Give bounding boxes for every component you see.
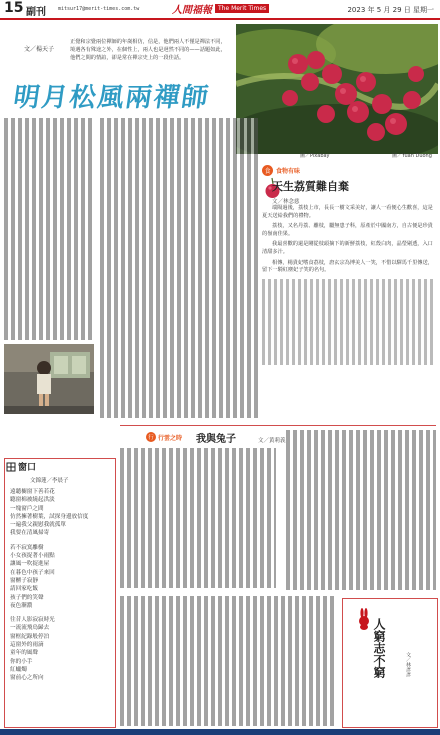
poem-line: 孩子們的笑聲 bbox=[10, 594, 44, 601]
main-body-left-column bbox=[4, 118, 94, 340]
main-author: 文／楊天子 bbox=[24, 46, 55, 53]
window-poem-author: 文錦蓮／李晨子 bbox=[30, 478, 69, 484]
lychee-paragraph: 荔枝，又名丹荔、離枝，屬無患子科，原產於中國南方，自古便是珍貴的嶺南佳果。 bbox=[262, 223, 433, 237]
rabbit-kicker bbox=[146, 432, 182, 442]
section-name: 副刊 bbox=[26, 7, 46, 18]
section-divider bbox=[120, 425, 436, 426]
rabbit-icon bbox=[356, 608, 372, 630]
lychee-photo-credit: 圖／Yuan Duong bbox=[392, 153, 432, 159]
poem-line: 童年的風聲 bbox=[10, 650, 38, 657]
poem-line: 窗前心之所向 bbox=[10, 675, 44, 682]
masthead-logo-cn: 人間福報 bbox=[172, 4, 212, 16]
poem-line: 小女孩捉著小雨點 bbox=[10, 553, 55, 560]
email-address: mitsur17@merit-times.com.tw bbox=[58, 6, 140, 12]
rabbit-kicker-text: 行雲之時 bbox=[158, 434, 183, 442]
poem-line: 若不寂寞離樹 bbox=[10, 544, 44, 551]
main-title bbox=[11, 77, 212, 114]
main-lead bbox=[70, 38, 228, 76]
rabbit-title: 我與兔子 bbox=[196, 434, 236, 445]
poem-line: 請回家吃飯 bbox=[10, 586, 38, 593]
poem-line: 在暮色中孩子來回 bbox=[10, 569, 55, 576]
rabbit-body-right bbox=[286, 430, 436, 590]
poem-line: 紅蠟燭 bbox=[10, 666, 27, 673]
rabbit-author: 文／黃莉義 bbox=[258, 438, 286, 444]
main-body-text bbox=[100, 118, 258, 418]
poem-line: 窗框紀錄般停泊 bbox=[10, 633, 50, 640]
lychee-kicker bbox=[262, 165, 300, 176]
lychee-body-continued bbox=[262, 279, 434, 365]
lychee-paragraph: 端陽過後，荔枝上市，長長一樹文采美好，讓人一看便心生歡喜，這是夏天送給我們的禮物。 bbox=[262, 205, 433, 219]
poem-line: 窗櫃子寂靜 bbox=[10, 577, 38, 584]
rabbit-body-left bbox=[120, 448, 276, 588]
poem-line: 一塊窗戶之間 bbox=[10, 505, 44, 512]
window-poem-lines bbox=[10, 488, 110, 683]
lychee-paragraph: 相傳，楊貴妃嗜食荔枝，唐玄宗為博美人一笑，不惜以驛馬千里傳送，留下一騎紅塵妃子笑的名句。 bbox=[262, 259, 433, 274]
issue-date: 2023 年 5 月 29 日 星期一 bbox=[347, 6, 434, 14]
lychee-author: 文／林念慈 bbox=[272, 199, 300, 205]
poem-line: 我要在清風掃寄 bbox=[10, 530, 50, 537]
page-number: 15 bbox=[4, 0, 24, 16]
footer-bar bbox=[0, 729, 440, 735]
window-photo bbox=[4, 344, 94, 414]
masthead bbox=[172, 1, 269, 15]
poem-line: 你的小手 bbox=[10, 658, 33, 665]
poem-line: 遠聽櫥窗下善若花 bbox=[10, 489, 55, 495]
poem-line: 往昔人影寂寂時光 bbox=[10, 617, 55, 624]
main-title-text: 明月松風兩禪師 bbox=[11, 83, 212, 113]
lychee-photo bbox=[236, 24, 438, 154]
kicker-badge-icon: 行 bbox=[146, 432, 156, 442]
window-poem-title: 窗口 bbox=[18, 463, 37, 473]
poem-line: 這窗外的雨滴 bbox=[10, 642, 44, 649]
main-lead-text: 正覺和宗覺兩位禪師的年歲相仿，信是，他們兩人不僅是禪法不同，境遇各有殊途之外，在個性上，兩人也是迥然不同的——話題如此，他們之間的情誼，卻是常在禪宗史上的一段佳話。 bbox=[70, 39, 226, 61]
lychee-title: 天生荔質難自棄 bbox=[272, 180, 349, 193]
kicker-badge-icon: 食 bbox=[262, 165, 273, 176]
poem-line: 聽窗棉被繞起洪淡 bbox=[10, 497, 55, 504]
lychee-kicker-text: 食物有味 bbox=[276, 168, 301, 175]
poem-line: 夜色漸濃 bbox=[10, 602, 33, 609]
lower-body-text bbox=[120, 596, 334, 726]
poem-line: 一遍我父親慰我就孤單 bbox=[10, 522, 66, 529]
small-article-title: 人窮志不窮 bbox=[372, 618, 386, 678]
poem-line: 讓風一吹捉進屋 bbox=[10, 561, 50, 568]
masthead-logo-en: The Merit Times bbox=[215, 4, 269, 13]
poem-line: 一流流飛鳥歸去 bbox=[10, 625, 50, 632]
lychee-body bbox=[262, 205, 434, 401]
main-photo-credit: 圖／Pixabay bbox=[300, 153, 330, 159]
poem-line: 仿然擁著樹葉，試探身邊放信度 bbox=[10, 513, 89, 520]
window-icon bbox=[6, 462, 16, 472]
lychee-paragraph: 我最喜歡的還是剛從枝頭摘下的新鮮荔枝，紅殼白肉，晶瑩剔透，入口清甜多汁。 bbox=[262, 241, 433, 255]
small-article-author: 文／林彥彥 bbox=[405, 652, 411, 677]
